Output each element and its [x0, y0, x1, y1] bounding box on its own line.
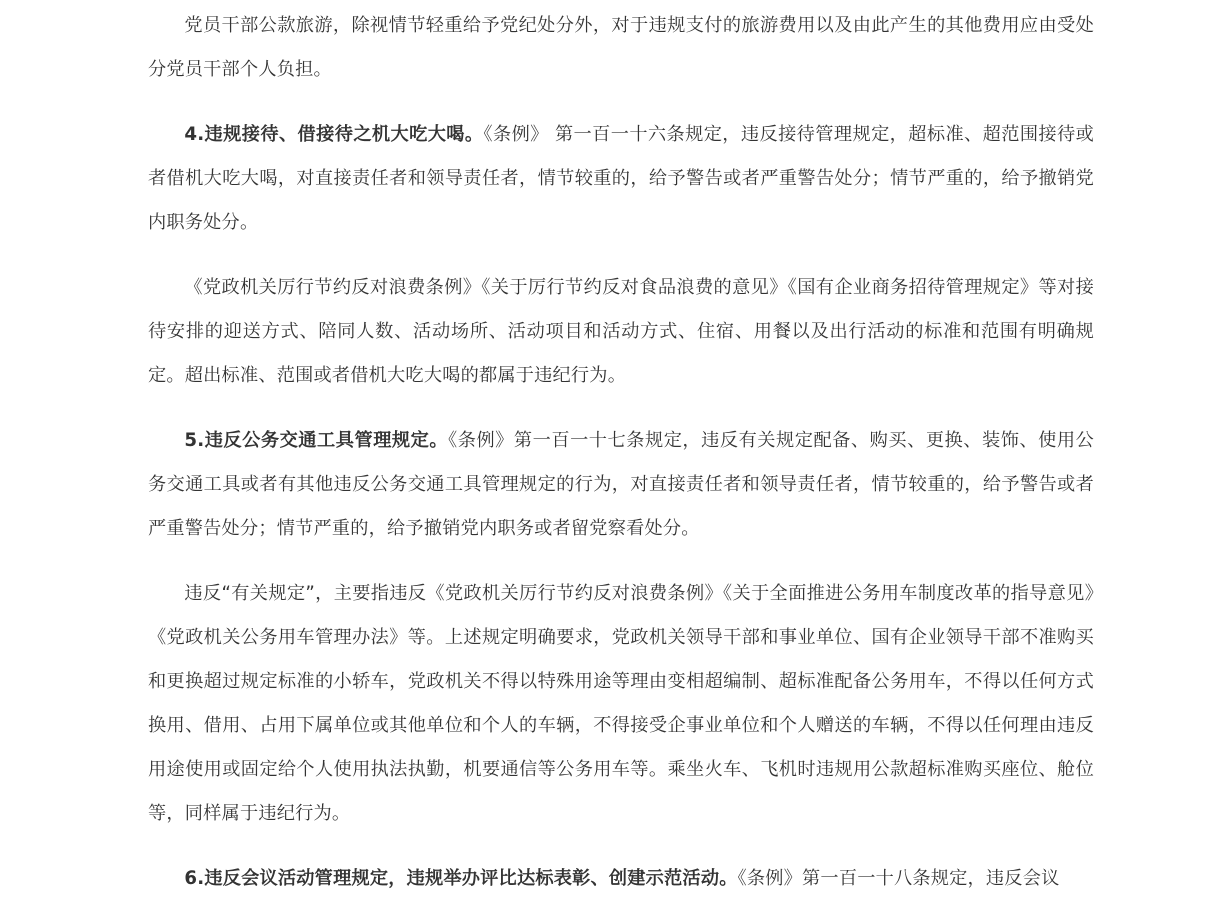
paragraph-text: 违反“有关规定”，主要指违反《党政机关厉行节约反对浪费条例》《关于全面推进公务用车制度改革的指导意见》《党政机关公务用车管理办法》等。上述规定明确要求，党政机关领导干部和事业单位、国有企业领导干部不准购买和更换超过规定标准的小轿车，党政机关不得以特殊用途等理由变相超编制、超标准配备公务用车，不得以任何方式换用、借用、占用下属单位或其他单位和个人的车辆，不得接受企事业单位和个人赠送的车辆，不得以任何理由违反用途使用或固定给个人使用执法执勤，机要通信等公务用车等。乘坐火车、飞机时违规用公款超标准购买座位、舱位等，同样属于违纪行为。: [148, 583, 1094, 824]
paragraph-vehicle-regulations: [148, 572, 1094, 836]
paragraph-text: 《条例》第一百一十七条规定，违反有关规定配备、购买、更换、装饰、使用公务交通工具或者有其他违反公务交通工具管理规定的行为，对直接责任者和领导责任者，情节较重的，给予警告或者严重警告处分；情节严重的，给予撤销党内职务或者留党察看处分。: [148, 430, 1094, 539]
paragraph-text: 《条例》第一百一十八条规定，违反会议: [737, 868, 1060, 889]
section-heading-reception: 4.违规接待、借接待之机大吃大喝。: [184, 124, 484, 145]
paragraph-vehicle-rule: [148, 419, 1094, 551]
section-heading-vehicle: 5.违反公务交通工具管理规定。: [184, 430, 449, 451]
paragraph-public-travel-cost: [148, 4, 1094, 92]
paragraph-text: 《党政机关厉行节约反对浪费条例》《关于厉行节约反对食品浪费的意见》《国有企业商务招待管理规定》等对接待安排的迎送方式、陪同人数、活动场所、活动项目和活动方式、住宿、用餐以及出行活动的标准和范围有明确规定。超出标准、范围或者借机大吃大喝的都属于违纪行为。: [148, 277, 1094, 386]
paragraph-reception-rule: [148, 113, 1094, 245]
article-body: [148, 4, 1094, 922]
paragraph-text: 党员干部公款旅游，除视情节轻重给予党纪处分外，对于违规支付的旅游费用以及由此产生的其他费用应由受处分党员干部个人负担。: [148, 15, 1094, 80]
paragraph-reception-standards: [148, 266, 1094, 398]
paragraph-text: 《条例》 第一百一十六条规定，违反接待管理规定，超标准、超范围接待或者借机大吃大喝，对直接责任者和领导责任者，情节较重的，给予警告或者严重警告处分；情节严重的，给予撤销党内职务处分。: [148, 124, 1094, 233]
paragraph-meeting-rule: [148, 857, 1094, 901]
section-heading-meeting: 6.违反会议活动管理规定，违规举办评比达标表彰、创建示范活动。: [184, 868, 738, 889]
